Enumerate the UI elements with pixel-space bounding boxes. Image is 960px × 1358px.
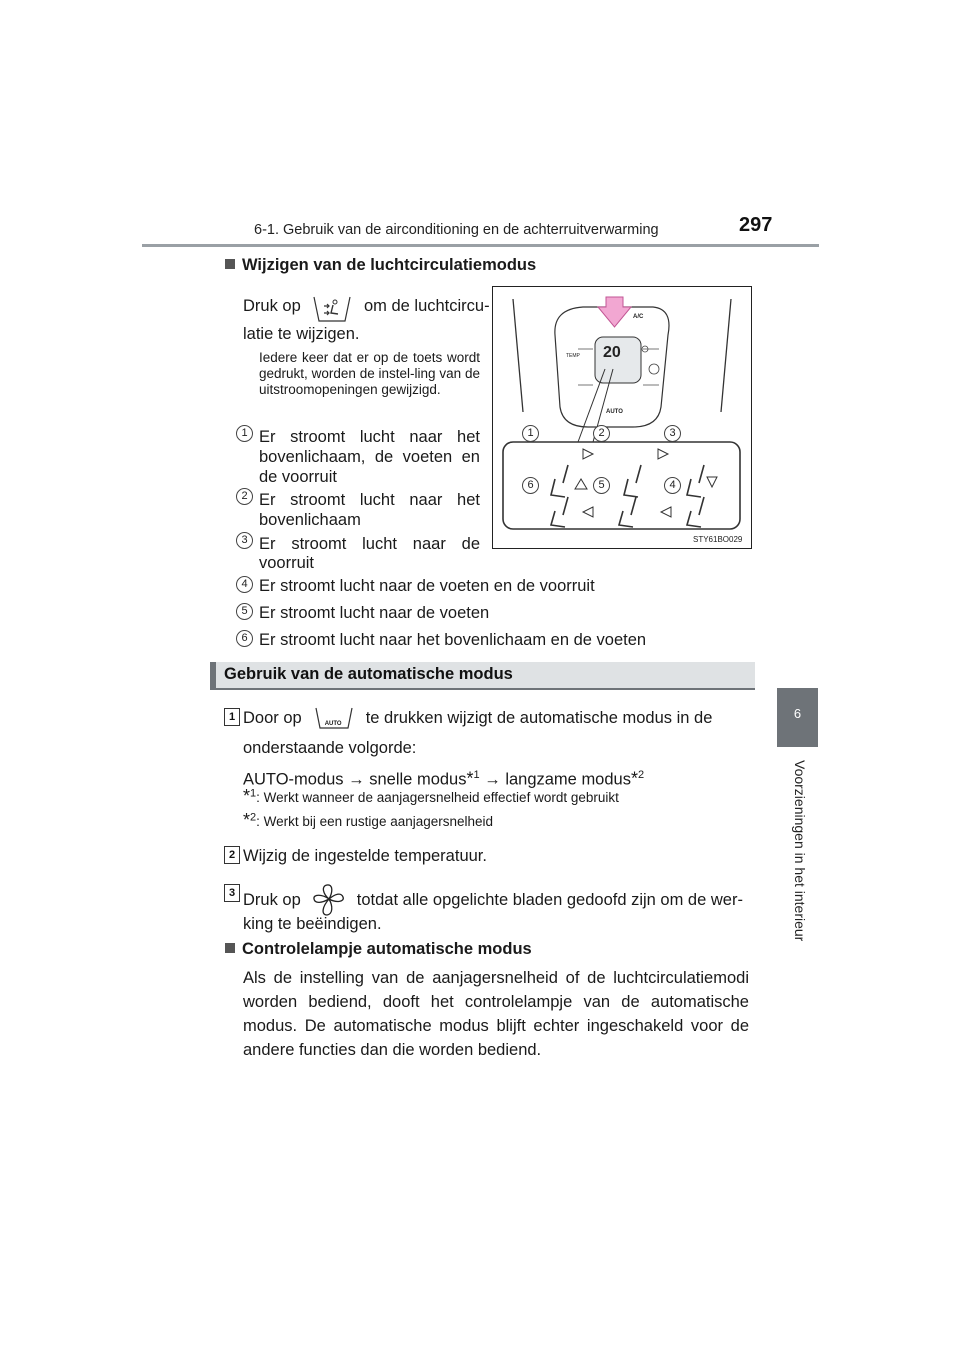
step-3-line1: Druk op totdat alle opgelichte bladen gedoofd zijn om de wer- — [243, 882, 749, 918]
item-number-3: 3 — [236, 532, 253, 549]
item-2-line1: Er stroomt lucht naar het — [259, 491, 480, 509]
item-1-line3: de voorruit — [259, 468, 337, 486]
header-rule — [142, 244, 819, 247]
item-number-4: 4 — [236, 576, 253, 593]
illus-label-3: 3 — [664, 425, 681, 442]
figure-code: STY61BO029 — [693, 535, 743, 544]
item-5-text: Er stroomt lucht naar de voeten — [259, 604, 490, 622]
section-heading-auto: Gebruik van de automatische modus — [224, 665, 513, 683]
footnote-2: *$^2$: Werkt bij een rustige aanjagersnelheid — [243, 810, 494, 830]
item-number-1: 1 — [236, 425, 253, 442]
square-bullet-icon — [225, 943, 235, 953]
step-number-1: 1 — [224, 708, 240, 726]
item-3-line1: Er stroomt lucht naar de — [259, 535, 480, 553]
footnote-1: *$^1$: Werkt wanneer de aanjagersnelheid effectief wordt gebruikt — [243, 786, 619, 806]
indicator-line-3: modus. De automatische modus blijft echter ingeschakeld voor de — [243, 1017, 749, 1035]
item-1-line1: Er stroomt lucht naar het — [259, 428, 480, 446]
temp-label: TEMP — [566, 353, 580, 359]
illus-label-6: 6 — [522, 477, 539, 494]
illus-label-2: 2 — [593, 425, 610, 442]
illus-label-5: 5 — [593, 477, 610, 494]
item-4-text: Er stroomt lucht naar de voeten en de voorruit — [259, 577, 595, 595]
step-1-line2: onderstaande volgorde: — [243, 739, 417, 757]
step-number-3: 3 — [224, 884, 240, 902]
step-1-line1: Door op AUTO te drukken wijzigt de automatische modus in de — [243, 706, 749, 730]
circulation-note: Iedere keer dat er op de toets wordt gedrukt, worden de instel-ling van de uitstroomopeningen gewijzigd. — [259, 350, 480, 397]
item-number-6: 6 — [236, 630, 253, 647]
climate-panel-illustration — [492, 286, 752, 549]
item-3-line2: voorruit — [259, 554, 315, 572]
indicator-line-1: Als de instelling van de aanjagersnelheid of de luchtcirculatiemodi — [243, 969, 749, 987]
running-header: 6-1. Gebruik van de airconditioning en de achterruitverwarming — [254, 222, 659, 238]
circulation-intro-line2: latie te wijzigen. — [243, 325, 360, 343]
item-2-line2: bovenlichaam — [259, 511, 361, 529]
section-heading-indicator: Controlelampje automatische modus — [225, 940, 532, 959]
item-number-2: 2 — [236, 488, 253, 505]
ac-button-label: A/C — [633, 314, 644, 320]
item-6-text: Er stroomt lucht naar het bovenlichaam en de voeten — [259, 631, 647, 649]
auto-button-label: AUTO — [606, 409, 623, 415]
illus-label-4: 4 — [664, 477, 681, 494]
indicator-line-2: worden bediend, dooft het controlelampje van de automatische — [243, 993, 749, 1011]
section-heading-circulation: Wijzigen van de luchtcirculatiemodus — [225, 256, 536, 275]
auto-button-icon: AUTO — [314, 706, 354, 730]
display-temperature: 20 — [603, 344, 621, 361]
step-2-text: Wijzig de ingestelde temperatuur. — [243, 847, 487, 865]
step-number-2: 2 — [224, 846, 240, 864]
chapter-number: 6 — [793, 706, 802, 721]
page-number: 297 — [739, 214, 773, 236]
step-3-line2: king te beëindigen. — [243, 915, 382, 933]
auto-sequence: AUTO-modus → snelle modus*$^1$ → langzame modus*$^2$ — [243, 768, 645, 789]
air-outlet-mode-button-icon — [311, 295, 353, 319]
item-1-line2: bovenlichaam, de voeten en — [259, 448, 480, 466]
square-bullet-icon — [225, 259, 235, 269]
illus-label-1: 1 — [522, 425, 539, 442]
item-number-5: 5 — [236, 603, 253, 620]
indicator-line-4: andere functies dan die worden bediend. — [243, 1041, 542, 1059]
chapter-label: Voorzieningen in het interieur — [792, 760, 808, 942]
circulation-intro: Druk op om de luchtcircu- — [243, 294, 490, 319]
